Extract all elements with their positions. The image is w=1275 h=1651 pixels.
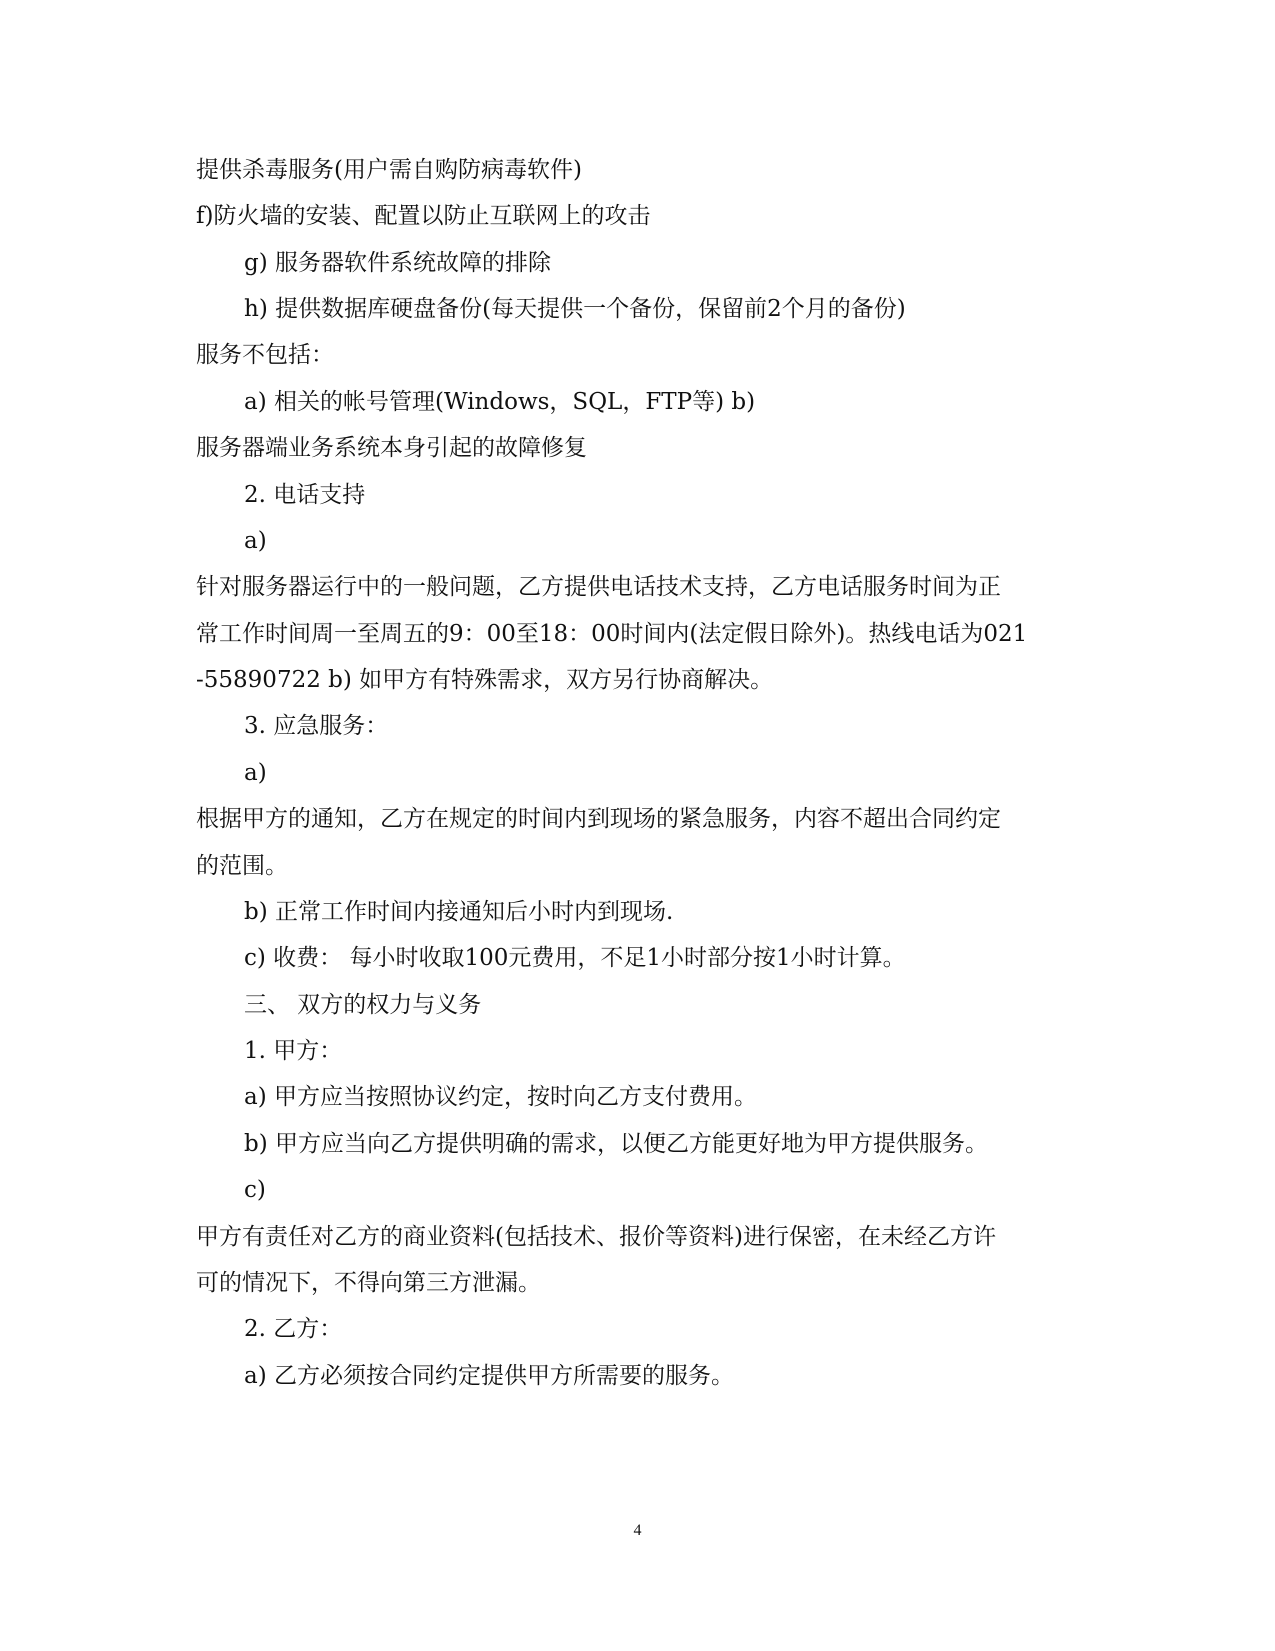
text-line: h) 提供数据库硬盘备份(每天提供一个备份，保留前2个月的备份) <box>244 296 906 322</box>
text-line: 可的情况下，不得向第三方泄漏。 <box>196 1270 541 1296</box>
text-line: a) 相关的帐号管理(Windows，SQL，FTP等) b) <box>244 389 756 415</box>
text-line: 根据甲方的通知，乙方在规定的时间内到现场的紧急服务，内容不超出合同约定 <box>196 806 1001 832</box>
text-line: g) 服务器软件系统故障的排除 <box>244 250 552 276</box>
text-line: -55890722 b) 如甲方有特殊需求，双方另行协商解决。 <box>196 667 774 693</box>
text-line: c) 收费： 每小时收取100元费用，不足1小时部分按1小时计算。 <box>244 945 906 971</box>
text-line: 1. 甲方： <box>244 1038 343 1064</box>
text-line: 2. 电话支持 <box>244 482 366 508</box>
text-line: 服务不包括： <box>196 342 334 368</box>
text-line: 的范围。 <box>196 853 288 879</box>
text-line: a) <box>244 760 267 786</box>
text-line: a) 甲方应当按照协议约定，按时向乙方支付费用。 <box>244 1084 757 1110</box>
text-line: a) 乙方必须按合同约定提供甲方所需要的服务。 <box>244 1363 734 1389</box>
text-line: 甲方有责任对乙方的商业资料(包括技术、报价等资料)进行保密，在未经乙方许 <box>196 1224 996 1250</box>
text-line: b) 甲方应当向乙方提供明确的需求，以便乙方能更好地为甲方提供服务。 <box>244 1131 989 1157</box>
text-line: 服务器端业务系统本身引起的故障修复 <box>196 435 587 461</box>
text-line: 3. 应急服务： <box>244 713 389 739</box>
text-line: 针对服务器运行中的一般问题，乙方提供电话技术支持，乙方电话服务时间为正 <box>196 574 1001 600</box>
text-line: b) 正常工作时间内接通知后小时内到现场. <box>244 899 674 925</box>
text-line: a) <box>244 528 267 554</box>
text-line: f)防火墙的安装、配置以防止互联网上的攻击 <box>196 203 651 229</box>
text-line: 2. 乙方： <box>244 1316 343 1342</box>
text-line: 提供杀毒服务(用户需自购防病毒软件) <box>196 157 582 183</box>
page-number: 4 <box>633 1522 642 1539</box>
section-heading: 三、 双方的权力与义务 <box>244 992 482 1018</box>
text-line: 常工作时间周一至周五的9：00至18：00时间内(法定假日除外)。热线电话为021 <box>196 621 1028 647</box>
text-line: c) <box>244 1177 266 1203</box>
